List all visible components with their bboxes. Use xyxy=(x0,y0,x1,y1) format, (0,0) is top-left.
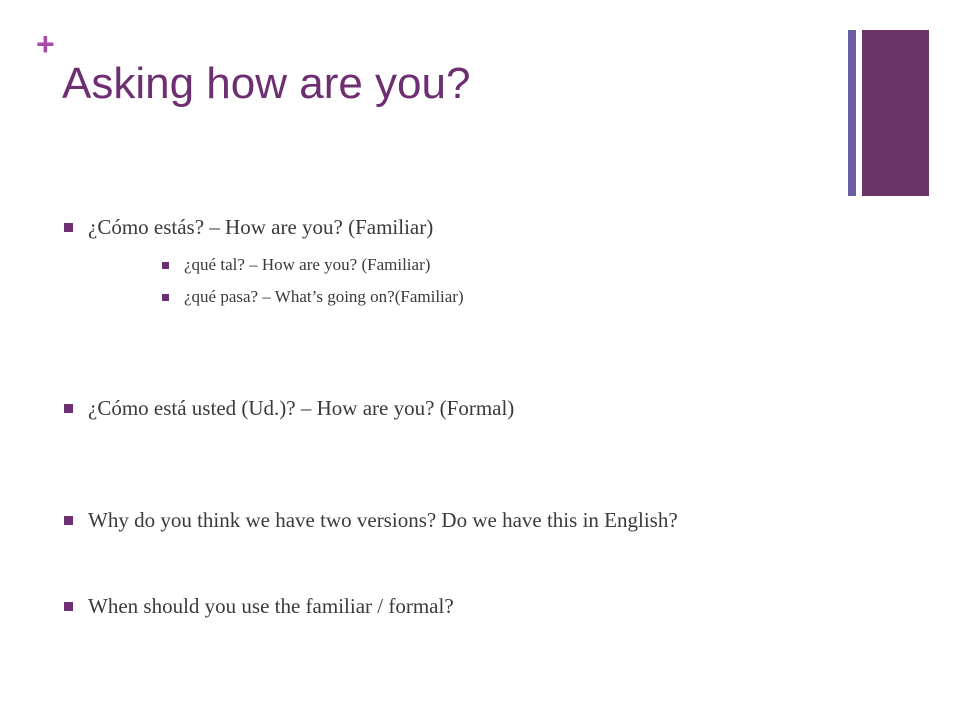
slide-title: Asking how are you? xyxy=(62,59,471,108)
bullet-why-two-versions xyxy=(64,507,824,533)
bullet-como-esta-usted xyxy=(64,395,824,421)
sub-bullet-que-tal xyxy=(162,254,802,276)
bullet-text: ¿Cómo está usted (Ud.)? – How are you? (Formal) xyxy=(88,396,515,420)
square-bullet-icon xyxy=(64,516,73,525)
accent-bar-thin xyxy=(848,30,856,196)
bullet-como-estas xyxy=(64,214,824,240)
bullet-text: When should you use the familiar / formal? xyxy=(88,594,454,618)
plus-mark: + xyxy=(36,26,55,62)
bullet-text: Why do you think we have two versions? Do we have this in English? xyxy=(88,508,678,532)
sub-bullet-text: ¿qué tal? – How are you? (Familiar) xyxy=(184,255,431,274)
bullet-when-familiar-formal xyxy=(64,593,824,619)
sub-bullet-que-pasa xyxy=(162,286,802,308)
square-bullet-icon xyxy=(64,404,73,413)
square-bullet-icon xyxy=(64,602,73,611)
sub-bullet-text: ¿qué pasa? – What’s going on?(Familiar) xyxy=(184,287,464,306)
square-bullet-icon xyxy=(162,294,169,301)
square-bullet-icon xyxy=(162,262,169,269)
bullet-text: ¿Cómo estás? – How are you? (Familiar) xyxy=(88,215,434,239)
square-bullet-icon xyxy=(64,223,73,232)
accent-bar-thick xyxy=(862,30,929,196)
